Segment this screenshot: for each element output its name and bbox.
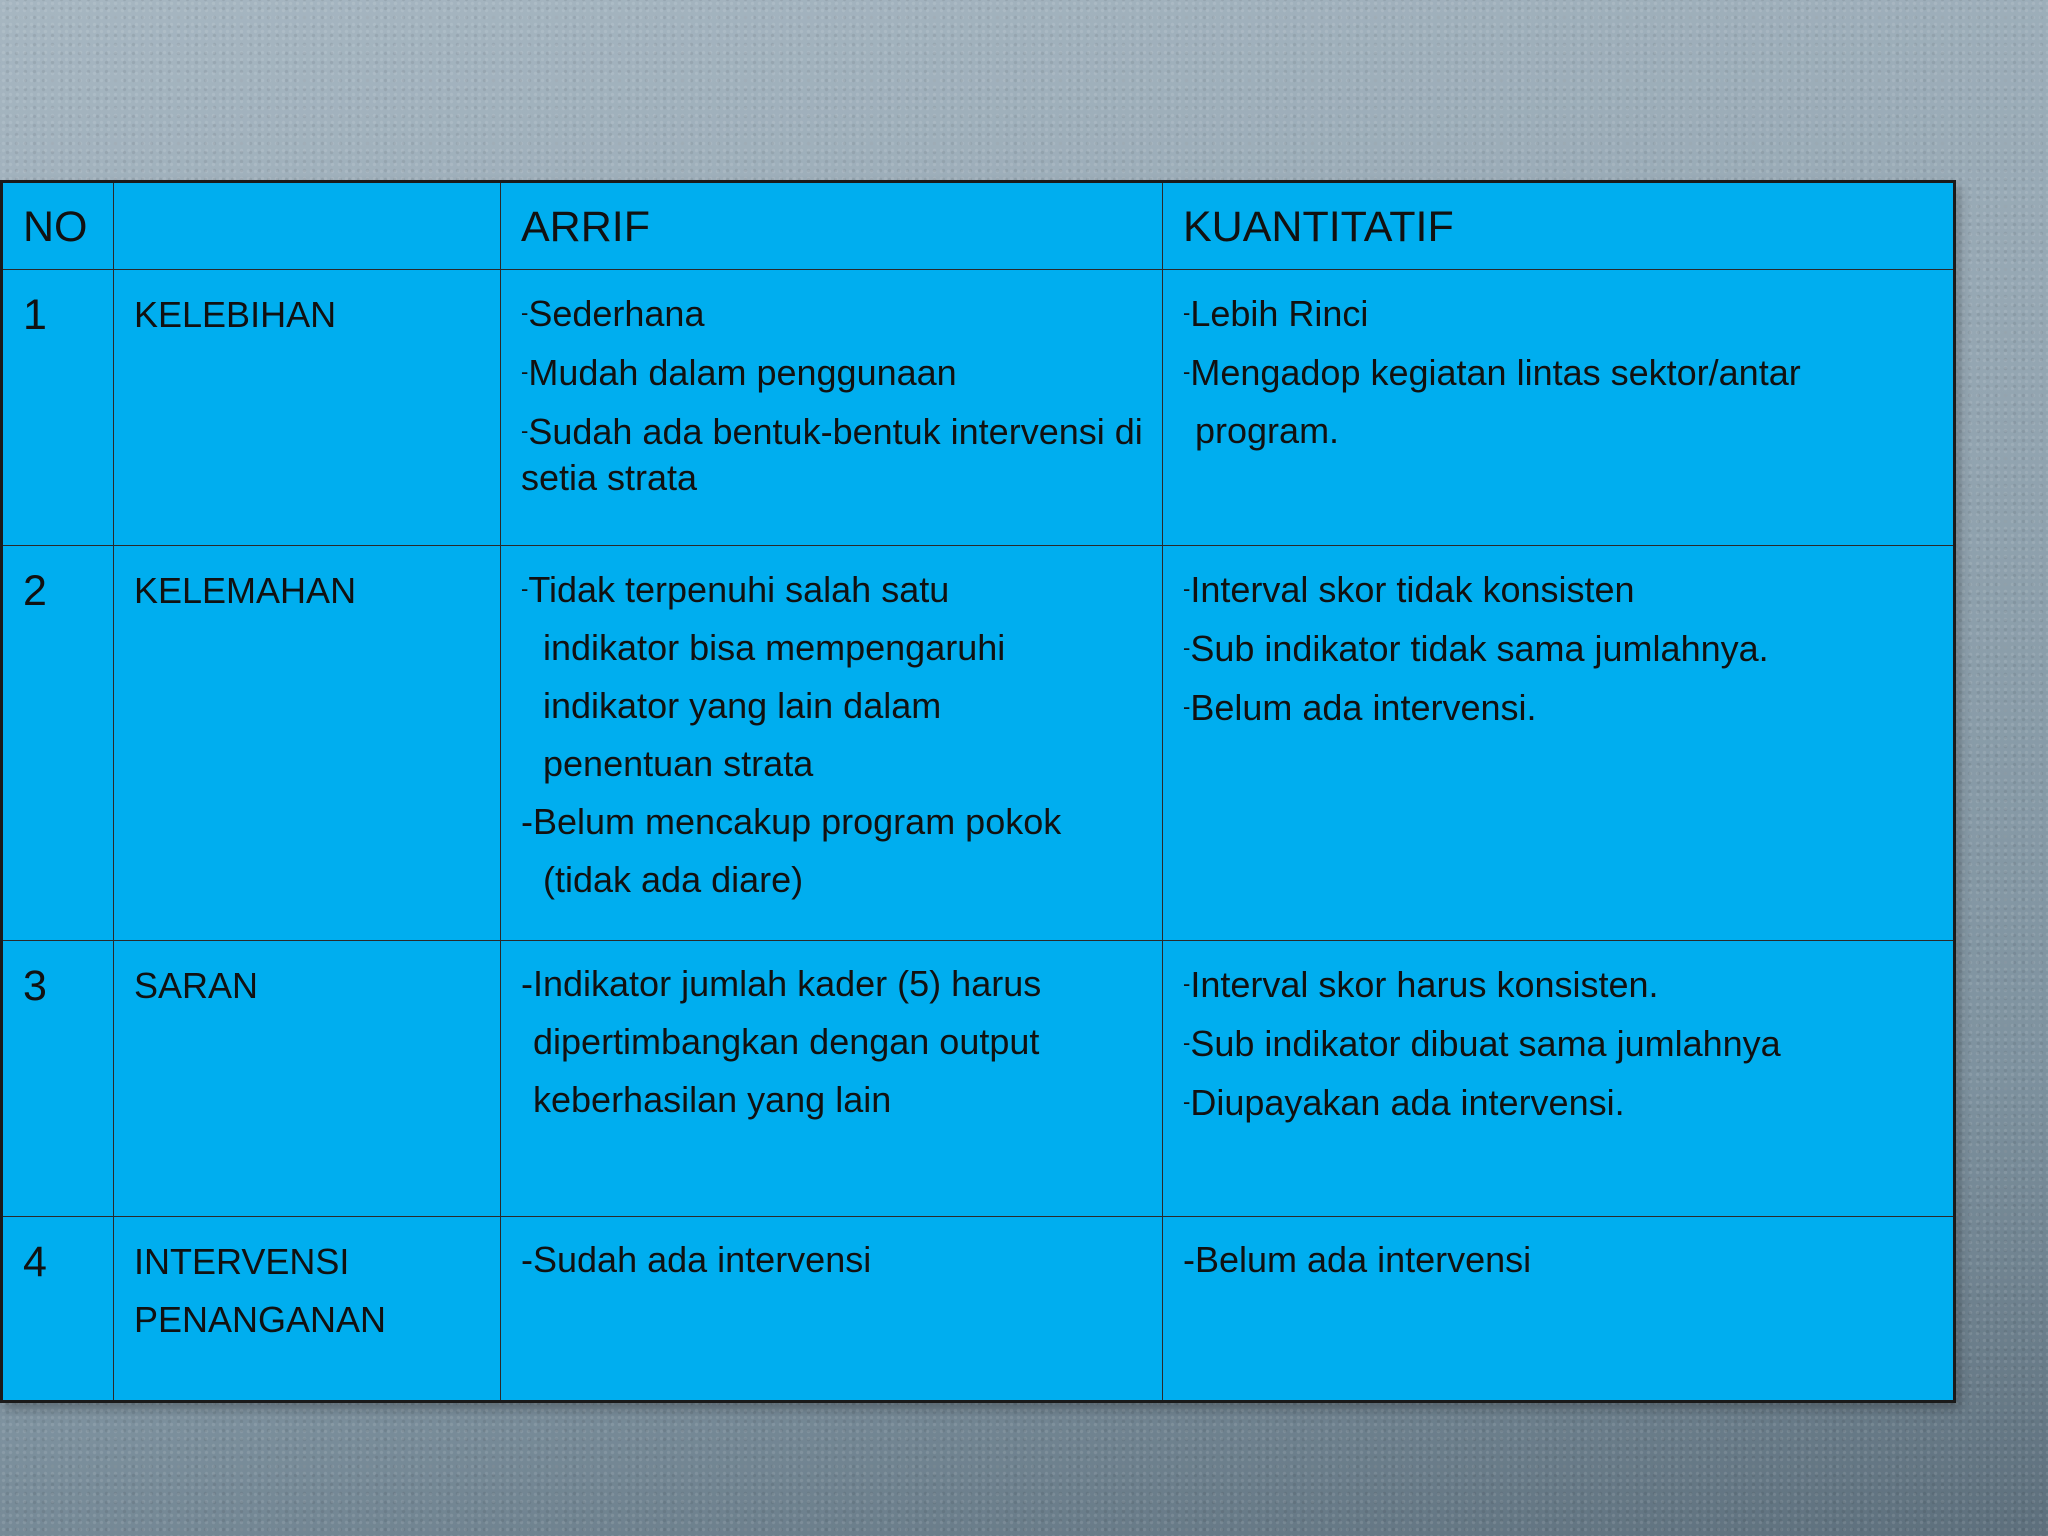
list-item: -Mudah dalam penggunaan (521, 352, 957, 393)
list-item: -Belum ada intervensi. (1183, 687, 1537, 728)
arrif-cell (501, 546, 1163, 941)
list-item: -Sub indikator tidak sama jumlahnya. (1183, 628, 1769, 669)
list-item-continuation: indikator bisa mempengaruhi (543, 627, 1006, 668)
list-item: -Sudah ada intervensi (521, 1239, 872, 1280)
row-number: 2 (2, 546, 114, 941)
list-item: -Interval skor harus konsisten. (1183, 964, 1659, 1005)
kuantitatif-cell (1163, 546, 1955, 941)
header-aspect (114, 182, 501, 270)
list-item-continuation: keberhasilan yang lain (533, 1079, 892, 1120)
row-number: 3 (2, 941, 114, 1217)
bullet-dash: - (1183, 1089, 1191, 1114)
table-header-row (2, 182, 1955, 270)
bullet-dash: - (1183, 300, 1191, 325)
bullet-dash: - (1183, 1030, 1191, 1055)
header-no: NO (2, 182, 114, 270)
list-item-continuation: penentuan strata (543, 743, 814, 784)
arrif-cell (501, 270, 1163, 546)
list-item: -Belum ada intervensi (1183, 1239, 1532, 1280)
list-item: -Tidak terpenuhi salah satu (521, 569, 950, 610)
kuantitatif-cell (1163, 1217, 1955, 1402)
row-label: KELEBIHAN (114, 270, 501, 546)
list-item: -Mengadop kegiatan lintas sektor/antar (1183, 352, 1801, 393)
list-item: -Sub indikator dibuat sama jumlahnya (1183, 1023, 1781, 1064)
list-item-continuation: dipertimbangkan dengan output (533, 1021, 1040, 1062)
row-label: SARAN (114, 941, 501, 1217)
list-item: -Indikator jumlah kader (5) harus (521, 963, 1042, 1004)
bullet-dash: - (521, 418, 529, 443)
bullet-dash: - (521, 359, 529, 384)
bullet-dash: - (1183, 694, 1191, 719)
list-item: -Lebih Rinci (1183, 293, 1369, 334)
list-item: -Diupayakan ada intervensi. (1183, 1082, 1625, 1123)
comparison-table (0, 180, 1956, 1403)
table-row (2, 270, 1955, 546)
list-item: -Sudah ada bentuk-bentuk intervensi di setia strata (521, 411, 1143, 498)
list-item-continuation: indikator yang lain dalam (543, 685, 942, 726)
table-row (2, 1217, 1955, 1402)
list-item: -Interval skor tidak konsisten (1183, 569, 1635, 610)
bullet-dash: - (521, 576, 529, 601)
list-item: -Belum mencakup program pokok (521, 801, 1062, 842)
kuantitatif-cell (1163, 270, 1955, 546)
bullet-dash: - (1183, 359, 1191, 384)
row-number: 1 (2, 270, 114, 546)
bullet-dash: - (1183, 576, 1191, 601)
bullet-dash: - (1183, 971, 1191, 996)
list-item: -Sederhana (521, 293, 705, 334)
table-row (2, 546, 1955, 941)
kuantitatif-cell (1163, 941, 1955, 1217)
arrif-cell (501, 941, 1163, 1217)
bullet-dash: - (521, 300, 529, 325)
row-label: INTERVENSI PENANGANAN (114, 1217, 501, 1402)
list-item-continuation: program. (1195, 410, 1340, 451)
header-arrif: ARRIF (501, 182, 1163, 270)
row-number: 4 (2, 1217, 114, 1402)
bullet-dash: - (1183, 635, 1191, 660)
list-item-continuation: (tidak ada diare) (543, 859, 804, 900)
table-row (2, 941, 1955, 1217)
arrif-cell (501, 1217, 1163, 1402)
row-label: KELEMAHAN (114, 546, 501, 941)
header-kuantitatif: KUANTITATIF (1163, 182, 1955, 270)
